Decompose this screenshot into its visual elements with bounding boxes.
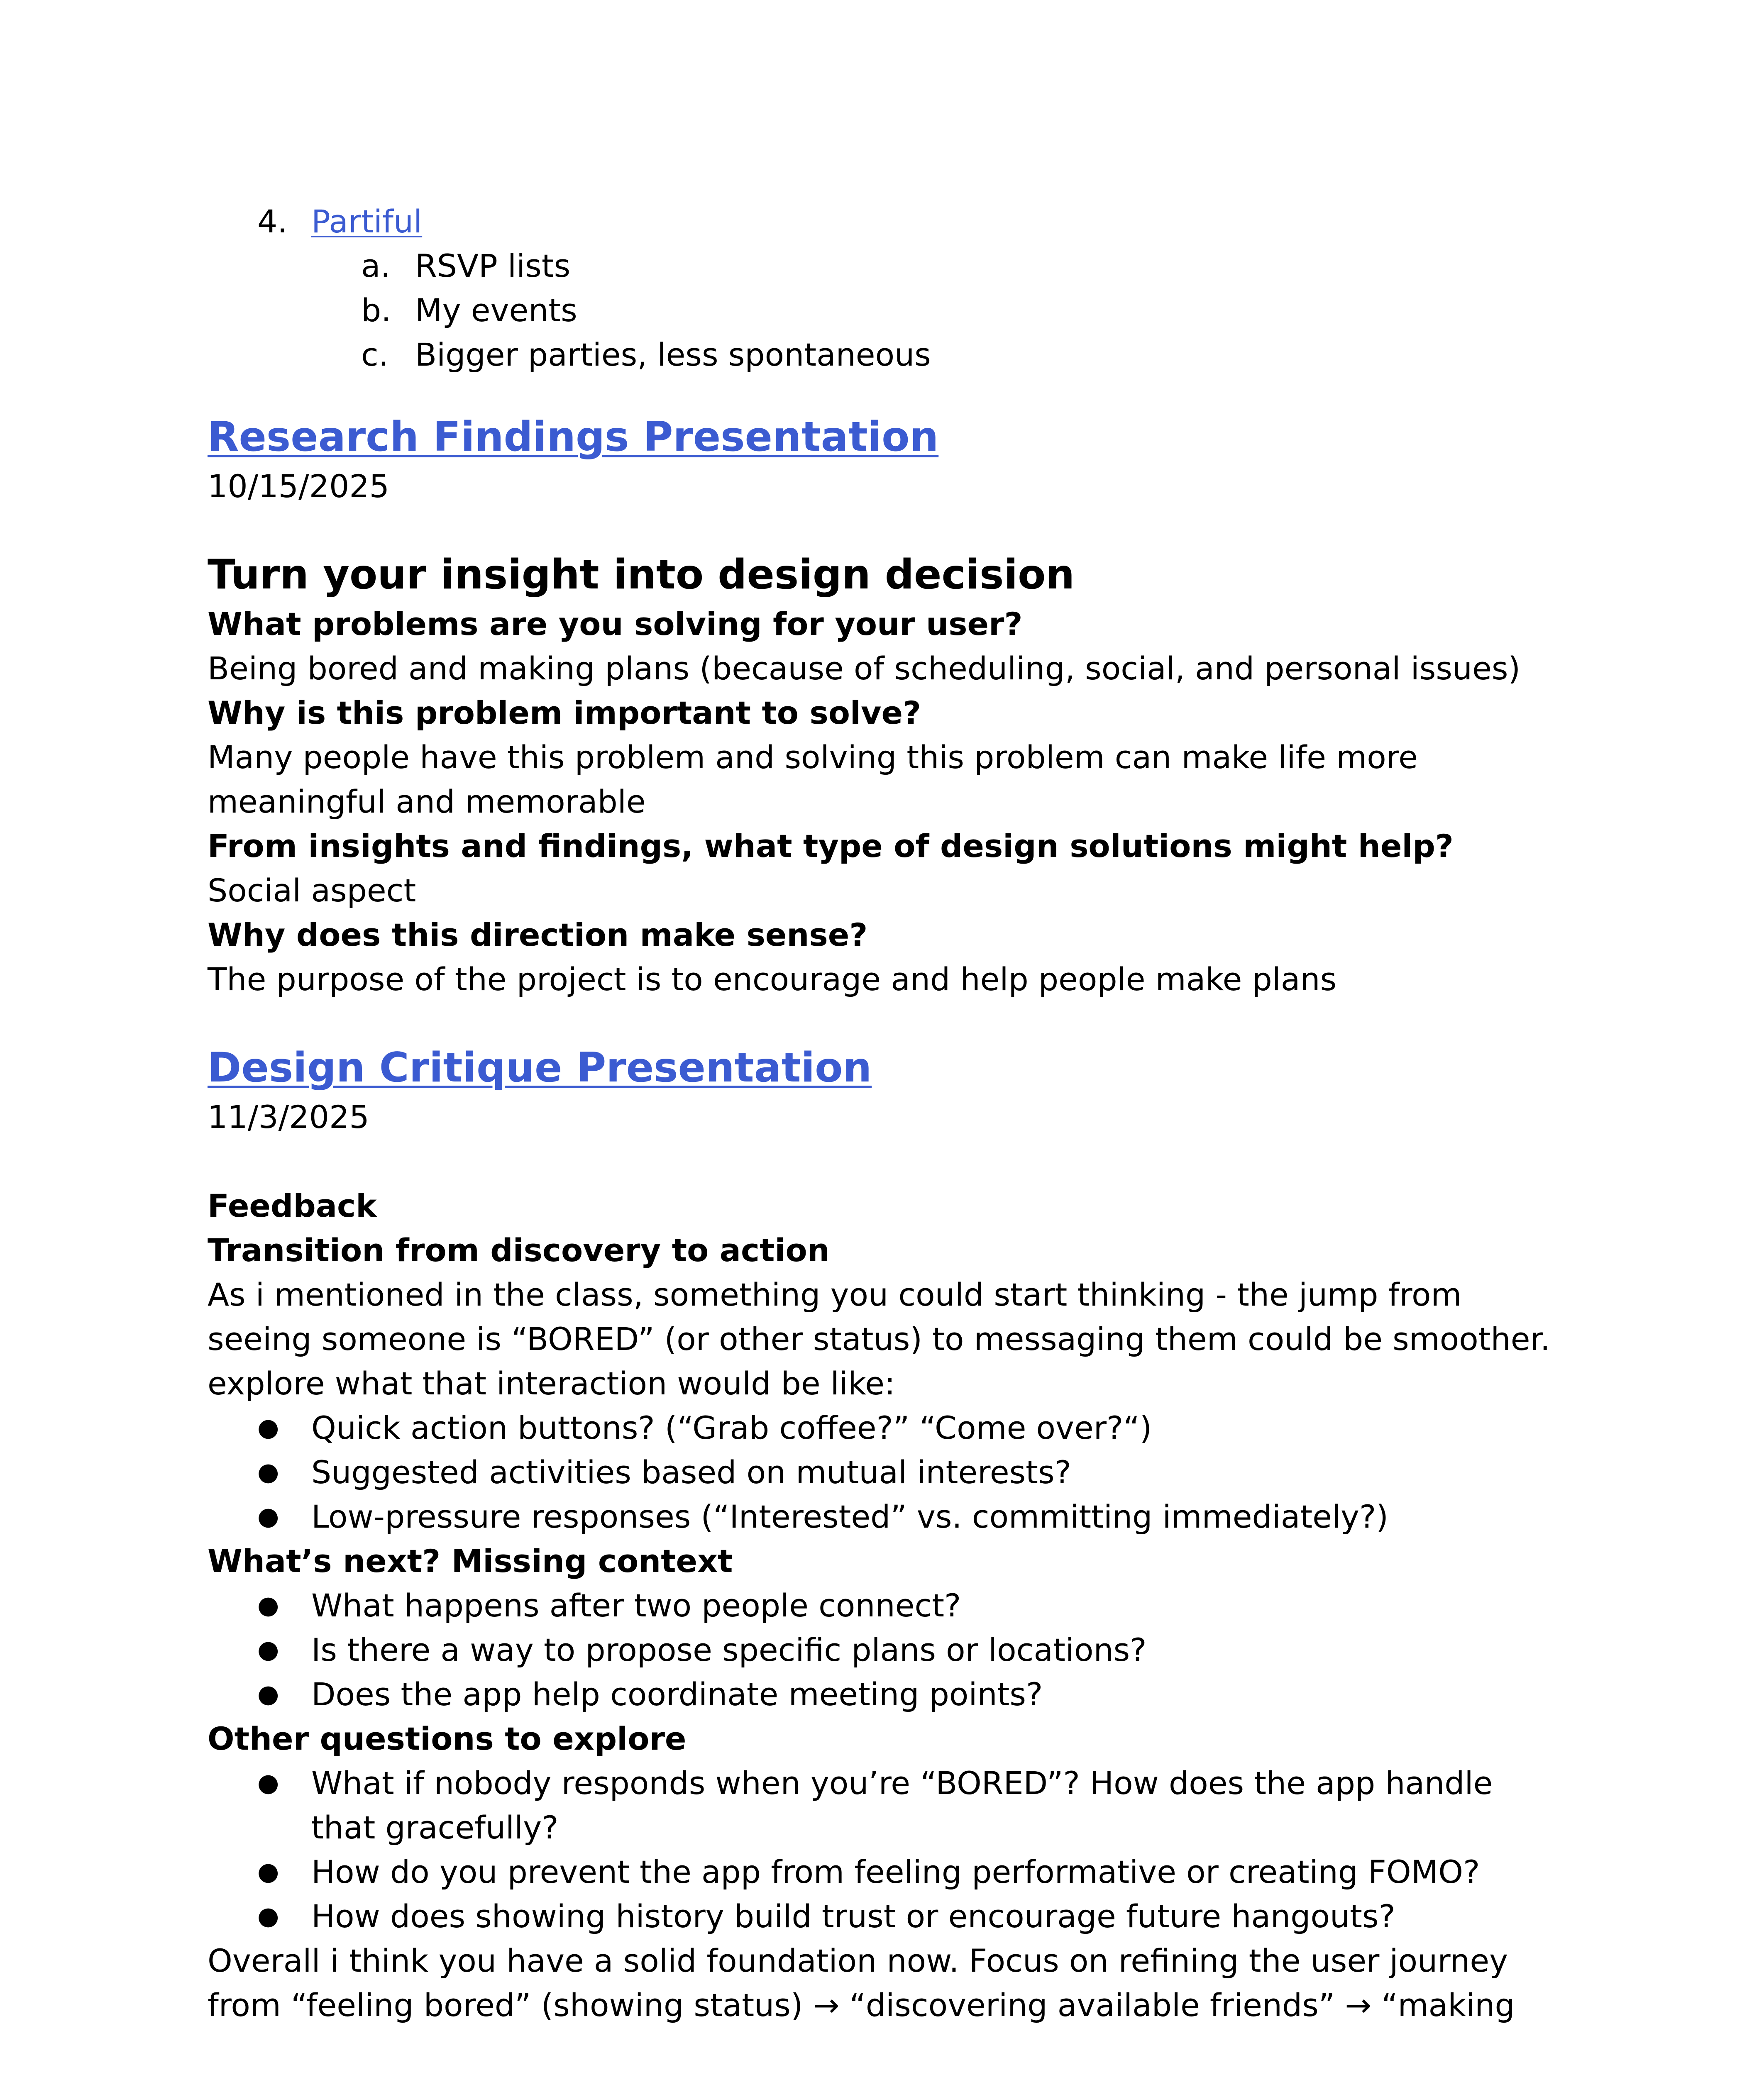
bullet-text: Is there a way to propose specific plans or locations?: [311, 1631, 1147, 1668]
sub-list-text: My events: [415, 292, 577, 329]
bullet-item: [208, 1583, 1577, 1628]
bullet-text: Low-pressure responses (“Interested” vs. committing immediately?): [311, 1498, 1389, 1535]
bullet-item: [208, 1494, 1577, 1539]
answer-2-line-1: Many people have this problem and solving this problem can make life more: [208, 739, 1418, 776]
bullet-icon: ●: [257, 1768, 279, 1797]
transition-heading: Transition from discovery to action: [208, 1232, 830, 1269]
bullet-item: [208, 1406, 1577, 1450]
bullet-icon: ●: [257, 1680, 279, 1709]
answer-2-line-2: meaningful and memorable: [208, 783, 646, 820]
other-heading: Other questions to explore: [208, 1720, 687, 1757]
bullet-text: Suggested activities based on mutual interests?: [311, 1454, 1071, 1491]
sub-list-text: Bigger parties, less spontaneous: [415, 336, 931, 373]
feedback-label: Feedback: [208, 1187, 377, 1224]
sub-list-text: RSVP lists: [415, 247, 571, 284]
transition-line-1: As i mentioned in the class, something you could start thinking - the jump from: [208, 1276, 1462, 1313]
bullet-icon: ●: [257, 1857, 279, 1886]
question-1: What problems are you solving for your user?: [208, 605, 1023, 642]
bullet-text: What if nobody responds when you’re “BORED”? How does the app handle: [311, 1765, 1493, 1802]
partiful-link[interactable]: Partiful: [311, 203, 423, 240]
next-heading: What’s next? Missing context: [208, 1543, 733, 1579]
bullet-item: [208, 1628, 1577, 1672]
sub-list-marker: b.: [361, 292, 391, 329]
answer-3: Social aspect: [208, 872, 416, 909]
bullet-icon: ●: [257, 1502, 279, 1531]
sub-list-item: [208, 244, 1577, 288]
question-3: From insights and findings, what type of design solutions might help?: [208, 828, 1454, 864]
question-4: Why does this direction make sense?: [208, 916, 868, 953]
research-heading: Turn your insight into design decision: [208, 551, 1075, 598]
document-content: [208, 199, 1577, 2027]
transition-line-3: explore what that interaction would be like:: [208, 1365, 895, 1402]
bullet-item: [208, 1761, 1577, 1805]
answer-4: The purpose of the project is to encourage and help people make plans: [208, 961, 1337, 998]
sub-list-marker: a.: [361, 247, 391, 284]
design-critique-title-link[interactable]: Design Critique Presentation: [208, 1044, 872, 1091]
bullet-text: What happens after two people connect?: [311, 1587, 961, 1624]
sub-list-item: [208, 288, 1577, 332]
sub-list-item: [208, 332, 1577, 377]
bullet-text: that gracefully?: [311, 1809, 559, 1846]
answer-1: Being bored and making plans (because of scheduling, social, and personal issues): [208, 650, 1521, 687]
bullet-text: How does showing history build trust or encourage future hangouts?: [311, 1898, 1395, 1935]
bullet-icon: ●: [257, 1457, 279, 1487]
research-date: 10/15/2025: [208, 468, 390, 505]
transition-line-2: seeing someone is “BORED” (or other status) to messaging them could be smoother.: [208, 1321, 1550, 1357]
bullet-item: [208, 1894, 1577, 1938]
bullet-item: [208, 1850, 1577, 1894]
bullet-icon: ●: [257, 1413, 279, 1442]
bullet-icon: ●: [257, 1591, 279, 1620]
bullet-text: Does the app help coordinate meeting points?: [311, 1676, 1043, 1713]
bullet-continuation: [208, 1805, 1577, 1850]
bullet-icon: ●: [257, 1635, 279, 1664]
bullet-icon: ●: [257, 1902, 279, 1931]
question-2: Why is this problem important to solve?: [208, 694, 921, 731]
overall-line-2: from “feeling bored” (showing status) → “discovering available friends” → “making: [208, 1987, 1515, 2024]
sub-list-marker: c.: [361, 336, 388, 373]
critique-date: 11/3/2025: [208, 1099, 369, 1135]
bullet-text: How do you prevent the app from feeling performative or creating FOMO?: [311, 1853, 1480, 1890]
list-item-partiful: [208, 199, 1577, 244]
bullet-item: [208, 1672, 1577, 1716]
research-findings-title-link[interactable]: Research Findings Presentation: [208, 413, 939, 461]
bullet-item: [208, 1450, 1577, 1494]
overall-line-1: Overall i think you have a solid foundation now. Focus on refining the user journey: [208, 1942, 1508, 1979]
list-number: 4.: [257, 203, 288, 240]
bullet-text: Quick action buttons? (“Grab coffee?” “Come over?“): [311, 1409, 1152, 1446]
